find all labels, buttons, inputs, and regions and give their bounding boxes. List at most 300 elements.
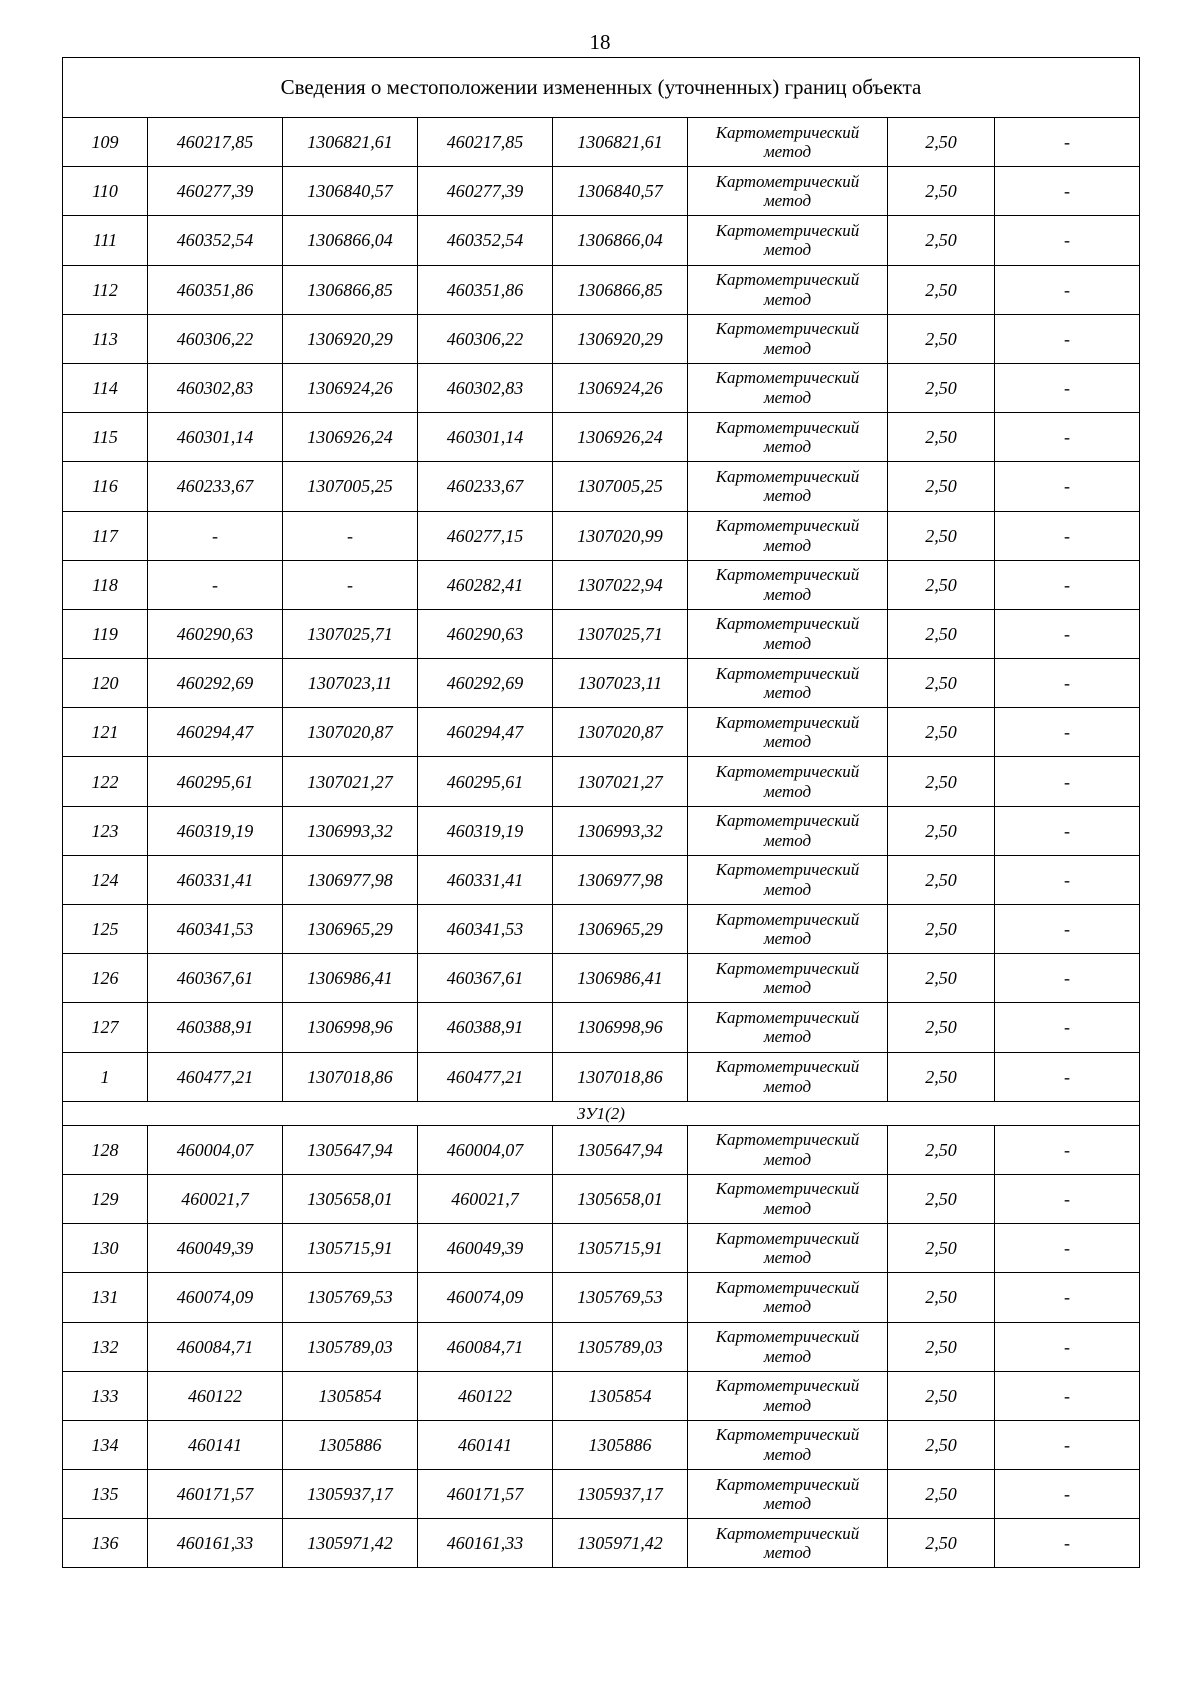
- accuracy-cell: 2,50: [888, 1470, 995, 1519]
- table-row: [63, 1470, 1140, 1519]
- method-line-1: Картометрический: [715, 1130, 860, 1150]
- x-new-cell: 460217,85: [418, 118, 553, 167]
- method-cell: [688, 1519, 888, 1568]
- accuracy-cell: 2,50: [888, 1322, 995, 1371]
- accuracy-cell: 2,50: [888, 806, 995, 855]
- method-line-2: метод: [763, 732, 812, 752]
- point-number-cell: 129: [63, 1174, 148, 1223]
- x-new-cell: 460388,91: [418, 1003, 553, 1052]
- method-cell: [688, 954, 888, 1003]
- description-cell: -: [995, 1273, 1140, 1322]
- method-cell: [688, 413, 888, 462]
- x-new-cell: 460171,57: [418, 1470, 553, 1519]
- accuracy-cell: 2,50: [888, 511, 995, 560]
- method-cell: [688, 462, 888, 511]
- method-cell: [688, 265, 888, 314]
- table-row: [63, 413, 1140, 462]
- table-row: [63, 1371, 1140, 1420]
- y-new-cell: 1307020,99: [553, 511, 688, 560]
- x-existing-cell: 460319,19: [148, 806, 283, 855]
- method-line-1: Картометрический: [715, 1007, 860, 1027]
- y-existing-cell: 1306920,29: [283, 314, 418, 363]
- method-line-1: Картометрический: [715, 516, 860, 536]
- table-row: [63, 1273, 1140, 1322]
- method-line-2: метод: [763, 1395, 812, 1415]
- method-line-2: метод: [763, 978, 812, 998]
- point-number-cell: 121: [63, 708, 148, 757]
- x-existing-cell: 460004,07: [148, 1125, 283, 1174]
- accuracy-cell: 2,50: [888, 1174, 995, 1223]
- point-number-cell: 133: [63, 1371, 148, 1420]
- method-cell: [688, 1273, 888, 1322]
- table-row: [63, 1125, 1140, 1174]
- x-existing-cell: 460084,71: [148, 1322, 283, 1371]
- y-new-cell: 1306866,04: [553, 216, 688, 265]
- y-new-cell: 1305715,91: [553, 1224, 688, 1273]
- x-existing-cell: 460277,39: [148, 167, 283, 216]
- accuracy-cell: 2,50: [888, 855, 995, 904]
- method-line-1: Картометрический: [715, 663, 860, 683]
- y-new-cell: 1306866,85: [553, 265, 688, 314]
- accuracy-cell: 2,50: [888, 1052, 995, 1101]
- description-cell: -: [995, 1003, 1140, 1052]
- x-existing-cell: 460477,21: [148, 1052, 283, 1101]
- accuracy-cell: 2,50: [888, 118, 995, 167]
- table-row: [63, 363, 1140, 412]
- method-line-1: Картометрический: [715, 270, 860, 290]
- x-existing-cell: 460290,63: [148, 609, 283, 658]
- point-number-cell: 126: [63, 954, 148, 1003]
- method-cell: [688, 1125, 888, 1174]
- y-existing-cell: 1305715,91: [283, 1224, 418, 1273]
- method-line-1: Картометрический: [715, 958, 860, 978]
- table-row: [63, 560, 1140, 609]
- x-existing-cell: 460294,47: [148, 708, 283, 757]
- x-new-cell: 460233,67: [418, 462, 553, 511]
- description-cell: -: [995, 1322, 1140, 1371]
- x-existing-cell: 460302,83: [148, 363, 283, 412]
- method-cell: [688, 905, 888, 954]
- y-new-cell: 1307021,27: [553, 757, 688, 806]
- description-cell: -: [995, 954, 1140, 1003]
- accuracy-cell: 2,50: [888, 659, 995, 708]
- y-new-cell: 1305769,53: [553, 1273, 688, 1322]
- x-existing-cell: 460049,39: [148, 1224, 283, 1273]
- x-existing-cell: 460292,69: [148, 659, 283, 708]
- y-existing-cell: 1306965,29: [283, 905, 418, 954]
- y-existing-cell: 1307023,11: [283, 659, 418, 708]
- description-cell: -: [995, 560, 1140, 609]
- method-line-2: метод: [763, 1248, 812, 1268]
- x-existing-cell: 460301,14: [148, 413, 283, 462]
- method-cell: [688, 314, 888, 363]
- point-number-cell: 136: [63, 1519, 148, 1568]
- method-line-1: Картометрический: [715, 319, 860, 339]
- page-number: 18: [589, 30, 611, 54]
- method-line-2: метод: [763, 338, 812, 358]
- x-new-cell: 460021,7: [418, 1174, 553, 1223]
- method-cell: [688, 363, 888, 412]
- y-new-cell: 1306926,24: [553, 413, 688, 462]
- x-new-cell: 460319,19: [418, 806, 553, 855]
- x-existing-cell: 460141: [148, 1420, 283, 1469]
- method-line-2: метод: [763, 1076, 812, 1096]
- method-line-2: метод: [763, 191, 812, 211]
- method-cell: [688, 1003, 888, 1052]
- x-new-cell: 460277,39: [418, 167, 553, 216]
- x-new-cell: 460122: [418, 1371, 553, 1420]
- method-cell: [688, 855, 888, 904]
- y-new-cell: 1306920,29: [553, 314, 688, 363]
- accuracy-cell: 2,50: [888, 1519, 995, 1568]
- description-cell: -: [995, 1052, 1140, 1101]
- x-existing-cell: 460367,61: [148, 954, 283, 1003]
- method-line-2: метод: [763, 929, 812, 949]
- method-cell: [688, 1174, 888, 1223]
- accuracy-cell: 2,50: [888, 757, 995, 806]
- section-row: [63, 1101, 1140, 1125]
- y-new-cell: 1307005,25: [553, 462, 688, 511]
- accuracy-cell: 2,50: [888, 560, 995, 609]
- description-cell: -: [995, 314, 1140, 363]
- y-new-cell: 1306821,61: [553, 118, 688, 167]
- y-new-cell: 1306924,26: [553, 363, 688, 412]
- method-line-2: метод: [763, 683, 812, 703]
- method-line-1: Картометрический: [715, 1376, 860, 1396]
- method-line-1: Картометрический: [715, 1425, 860, 1445]
- method-line-2: метод: [763, 1199, 812, 1219]
- description-cell: -: [995, 1420, 1140, 1469]
- point-number-cell: 116: [63, 462, 148, 511]
- y-new-cell: 1307025,71: [553, 609, 688, 658]
- point-number-cell: 111: [63, 216, 148, 265]
- x-new-cell: 460302,83: [418, 363, 553, 412]
- x-new-cell: 460277,15: [418, 511, 553, 560]
- y-existing-cell: 1305971,42: [283, 1519, 418, 1568]
- accuracy-cell: 2,50: [888, 413, 995, 462]
- y-existing-cell: 1306993,32: [283, 806, 418, 855]
- y-existing-cell: 1305658,01: [283, 1174, 418, 1223]
- method-cell: [688, 118, 888, 167]
- method-line-1: Картометрический: [715, 761, 860, 781]
- x-existing-cell: 460122: [148, 1371, 283, 1420]
- y-existing-cell: 1306821,61: [283, 118, 418, 167]
- x-new-cell: 460331,41: [418, 855, 553, 904]
- y-new-cell: 1306998,96: [553, 1003, 688, 1052]
- table-row: [63, 216, 1140, 265]
- x-new-cell: 460282,41: [418, 560, 553, 609]
- y-existing-cell: 1307005,25: [283, 462, 418, 511]
- method-line-2: метод: [763, 486, 812, 506]
- x-existing-cell: -: [148, 511, 283, 560]
- y-existing-cell: 1307020,87: [283, 708, 418, 757]
- point-number-cell: 117: [63, 511, 148, 560]
- description-cell: -: [995, 462, 1140, 511]
- point-number-cell: 132: [63, 1322, 148, 1371]
- method-line-1: Картометрический: [715, 220, 860, 240]
- x-existing-cell: 460295,61: [148, 757, 283, 806]
- table-row: [63, 609, 1140, 658]
- x-new-cell: 460004,07: [418, 1125, 553, 1174]
- y-new-cell: 1305971,42: [553, 1519, 688, 1568]
- method-cell: [688, 1470, 888, 1519]
- accuracy-cell: 2,50: [888, 265, 995, 314]
- accuracy-cell: 2,50: [888, 954, 995, 1003]
- point-number-cell: 118: [63, 560, 148, 609]
- description-cell: -: [995, 708, 1140, 757]
- table-row: [63, 314, 1140, 363]
- y-new-cell: 1305937,17: [553, 1470, 688, 1519]
- point-number-cell: 123: [63, 806, 148, 855]
- y-existing-cell: 1306866,85: [283, 265, 418, 314]
- accuracy-cell: 2,50: [888, 1003, 995, 1052]
- description-cell: -: [995, 216, 1140, 265]
- description-cell: -: [995, 905, 1140, 954]
- y-existing-cell: 1305886: [283, 1420, 418, 1469]
- x-existing-cell: 460341,53: [148, 905, 283, 954]
- accuracy-cell: 2,50: [888, 462, 995, 511]
- method-cell: [688, 1322, 888, 1371]
- description-cell: -: [995, 757, 1140, 806]
- x-new-cell: 460049,39: [418, 1224, 553, 1273]
- method-cell: [688, 560, 888, 609]
- accuracy-cell: 2,50: [888, 609, 995, 658]
- table-row: [63, 1003, 1140, 1052]
- method-line-1: Картометрический: [715, 1327, 860, 1347]
- method-line-1: Картометрический: [715, 368, 860, 388]
- x-new-cell: 460294,47: [418, 708, 553, 757]
- y-existing-cell: 1305854: [283, 1371, 418, 1420]
- description-cell: -: [995, 1371, 1140, 1420]
- point-number-cell: 119: [63, 609, 148, 658]
- point-number-cell: 128: [63, 1125, 148, 1174]
- method-line-1: Картометрический: [715, 1228, 860, 1248]
- description-cell: -: [995, 363, 1140, 412]
- x-new-cell: 460367,61: [418, 954, 553, 1003]
- x-existing-cell: 460217,85: [148, 118, 283, 167]
- y-new-cell: 1306986,41: [553, 954, 688, 1003]
- method-line-2: метод: [763, 1543, 812, 1563]
- point-number-cell: 109: [63, 118, 148, 167]
- method-cell: [688, 216, 888, 265]
- description-cell: -: [995, 1125, 1140, 1174]
- point-number-cell: 134: [63, 1420, 148, 1469]
- accuracy-cell: 2,50: [888, 167, 995, 216]
- y-existing-cell: 1307025,71: [283, 609, 418, 658]
- x-existing-cell: 460171,57: [148, 1470, 283, 1519]
- x-new-cell: 460295,61: [418, 757, 553, 806]
- table-row: [63, 1322, 1140, 1371]
- table-row: [63, 806, 1140, 855]
- point-number-cell: 124: [63, 855, 148, 904]
- method-cell: [688, 1420, 888, 1469]
- x-existing-cell: 460331,41: [148, 855, 283, 904]
- method-cell: [688, 1371, 888, 1420]
- y-new-cell: 1307023,11: [553, 659, 688, 708]
- method-line-2: метод: [763, 289, 812, 309]
- method-line-2: метод: [763, 1149, 812, 1169]
- accuracy-cell: 2,50: [888, 1125, 995, 1174]
- table-row: [63, 462, 1140, 511]
- y-new-cell: 1305658,01: [553, 1174, 688, 1223]
- method-line-1: Картометрический: [715, 417, 860, 437]
- x-existing-cell: 460388,91: [148, 1003, 283, 1052]
- method-line-1: Картометрический: [715, 466, 860, 486]
- y-new-cell: 1305854: [553, 1371, 688, 1420]
- method-line-1: Картометрический: [715, 811, 860, 831]
- method-line-1: Картометрический: [715, 860, 860, 880]
- description-cell: -: [995, 1174, 1140, 1223]
- table-title-row: [63, 58, 1140, 118]
- description-cell: -: [995, 855, 1140, 904]
- x-new-cell: 460084,71: [418, 1322, 553, 1371]
- point-number-cell: 122: [63, 757, 148, 806]
- method-line-1: Картометрический: [715, 565, 860, 585]
- y-existing-cell: -: [283, 511, 418, 560]
- x-new-cell: 460351,86: [418, 265, 553, 314]
- x-new-cell: 460341,53: [418, 905, 553, 954]
- point-number-cell: 114: [63, 363, 148, 412]
- accuracy-cell: 2,50: [888, 363, 995, 412]
- method-line-1: Картометрический: [715, 712, 860, 732]
- point-number-cell: 115: [63, 413, 148, 462]
- description-cell: -: [995, 167, 1140, 216]
- point-number-cell: 110: [63, 167, 148, 216]
- x-existing-cell: -: [148, 560, 283, 609]
- method-cell: [688, 1052, 888, 1101]
- x-new-cell: 460141: [418, 1420, 553, 1469]
- y-new-cell: 1306993,32: [553, 806, 688, 855]
- accuracy-cell: 2,50: [888, 708, 995, 757]
- y-new-cell: 1305647,94: [553, 1125, 688, 1174]
- x-existing-cell: 460352,54: [148, 216, 283, 265]
- table-row: [63, 1052, 1140, 1101]
- method-line-2: метод: [763, 240, 812, 260]
- method-line-2: метод: [763, 830, 812, 850]
- table-row: [63, 1224, 1140, 1273]
- method-line-2: метод: [763, 1346, 812, 1366]
- description-cell: -: [995, 265, 1140, 314]
- table-row: [63, 1174, 1140, 1223]
- table-row: [63, 855, 1140, 904]
- y-existing-cell: 1305937,17: [283, 1470, 418, 1519]
- method-line-2: метод: [763, 535, 812, 555]
- y-existing-cell: 1306840,57: [283, 167, 418, 216]
- point-number-cell: 127: [63, 1003, 148, 1052]
- accuracy-cell: 2,50: [888, 216, 995, 265]
- description-cell: -: [995, 1519, 1140, 1568]
- table-row: [63, 1519, 1140, 1568]
- y-existing-cell: 1306986,41: [283, 954, 418, 1003]
- method-line-2: метод: [763, 388, 812, 408]
- point-number-cell: 135: [63, 1470, 148, 1519]
- x-new-cell: 460301,14: [418, 413, 553, 462]
- method-line-2: метод: [763, 1444, 812, 1464]
- y-existing-cell: 1306866,04: [283, 216, 418, 265]
- section-label: ЗУ1(2): [63, 1101, 1140, 1125]
- description-cell: -: [995, 511, 1140, 560]
- description-cell: -: [995, 413, 1140, 462]
- method-line-2: метод: [763, 781, 812, 801]
- y-new-cell: 1307018,86: [553, 1052, 688, 1101]
- x-existing-cell: 460351,86: [148, 265, 283, 314]
- y-new-cell: 1306965,29: [553, 905, 688, 954]
- y-existing-cell: 1307018,86: [283, 1052, 418, 1101]
- description-cell: -: [995, 609, 1140, 658]
- method-line-1: Картометрический: [715, 1057, 860, 1077]
- y-existing-cell: 1307021,27: [283, 757, 418, 806]
- x-new-cell: 460290,63: [418, 609, 553, 658]
- method-cell: [688, 167, 888, 216]
- y-existing-cell: 1305769,53: [283, 1273, 418, 1322]
- x-new-cell: 460477,21: [418, 1052, 553, 1101]
- accuracy-cell: 2,50: [888, 1224, 995, 1273]
- x-new-cell: 460352,54: [418, 216, 553, 265]
- point-number-cell: 112: [63, 265, 148, 314]
- point-number-cell: 120: [63, 659, 148, 708]
- method-cell: [688, 708, 888, 757]
- y-existing-cell: 1306926,24: [283, 413, 418, 462]
- method-line-2: метод: [763, 633, 812, 653]
- y-new-cell: 1307020,87: [553, 708, 688, 757]
- y-existing-cell: 1306998,96: [283, 1003, 418, 1052]
- table-row: [63, 118, 1140, 167]
- table-row: [63, 511, 1140, 560]
- method-line-1: Картометрический: [715, 1179, 860, 1199]
- accuracy-cell: 2,50: [888, 314, 995, 363]
- x-new-cell: 460306,22: [418, 314, 553, 363]
- description-cell: -: [995, 659, 1140, 708]
- table-row: [63, 757, 1140, 806]
- method-line-2: метод: [763, 1494, 812, 1514]
- method-line-2: метод: [763, 1297, 812, 1317]
- y-existing-cell: 1306924,26: [283, 363, 418, 412]
- table-row: [63, 265, 1140, 314]
- y-existing-cell: 1305789,03: [283, 1322, 418, 1371]
- point-number-cell: 125: [63, 905, 148, 954]
- y-existing-cell: -: [283, 560, 418, 609]
- description-cell: -: [995, 1470, 1140, 1519]
- method-line-2: метод: [763, 584, 812, 604]
- table-row: [63, 905, 1140, 954]
- method-line-1: Картометрический: [715, 909, 860, 929]
- table-title: Сведения о местоположении измененных (уточненных) границ объекта: [63, 58, 1140, 118]
- method-line-1: Картометрический: [715, 1277, 860, 1297]
- method-line-1: Картометрический: [715, 171, 860, 191]
- description-cell: -: [995, 1224, 1140, 1273]
- y-new-cell: 1306840,57: [553, 167, 688, 216]
- x-new-cell: 460161,33: [418, 1519, 553, 1568]
- method-line-2: метод: [763, 1027, 812, 1047]
- table-row: [63, 167, 1140, 216]
- y-new-cell: 1306977,98: [553, 855, 688, 904]
- table-row: [63, 954, 1140, 1003]
- x-new-cell: 460074,09: [418, 1273, 553, 1322]
- point-number-cell: 1: [63, 1052, 148, 1101]
- method-cell: [688, 757, 888, 806]
- x-existing-cell: 460161,33: [148, 1519, 283, 1568]
- point-number-cell: 131: [63, 1273, 148, 1322]
- accuracy-cell: 2,50: [888, 1273, 995, 1322]
- x-new-cell: 460292,69: [418, 659, 553, 708]
- method-cell: [688, 806, 888, 855]
- point-number-cell: 130: [63, 1224, 148, 1273]
- x-existing-cell: 460233,67: [148, 462, 283, 511]
- x-existing-cell: 460306,22: [148, 314, 283, 363]
- method-cell: [688, 609, 888, 658]
- method-line-1: Картометрический: [715, 1474, 860, 1494]
- method-line-2: метод: [763, 879, 812, 899]
